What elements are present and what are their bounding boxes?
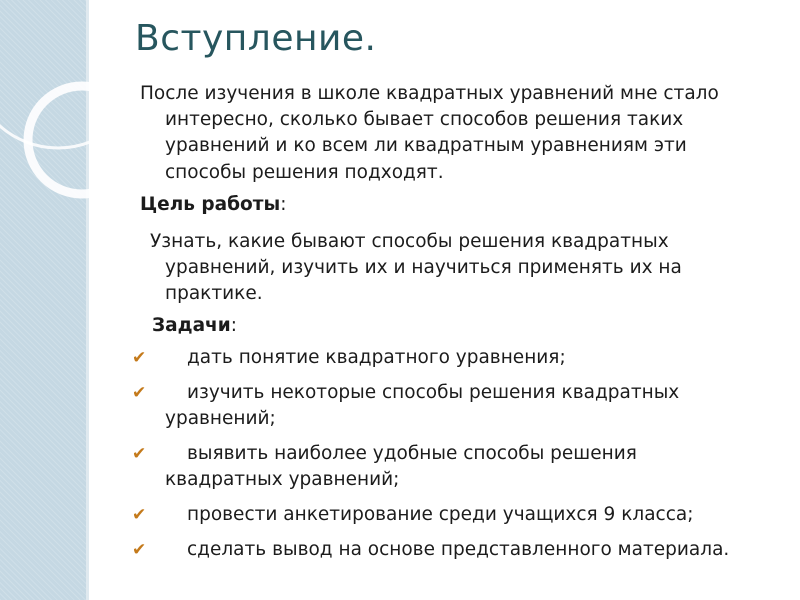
tasks-heading-colon: :: [230, 315, 237, 336]
goal-text-line: Узнать, какие бывают способы решения квадратных: [150, 231, 669, 252]
task-line: дать понятие квадратного уравнения;: [187, 347, 566, 368]
goal-text-line: практике.: [165, 283, 263, 304]
intro-line: интересно, сколько бывает способов решения таких: [165, 109, 684, 130]
checkmark-icon: ✔: [132, 444, 147, 464]
slide-title: Вступление.: [135, 18, 377, 59]
checkmark-icon: ✔: [132, 505, 147, 525]
goal-heading-label: Цель работы: [140, 194, 281, 215]
tasks-heading: [152, 313, 237, 339]
tasks-heading-label: Задачи: [152, 315, 231, 336]
task-line: квадратных уравнений;: [165, 469, 400, 490]
intro-line: После изучения в школе квадратных уравнений мне стало: [140, 83, 719, 104]
intro-line: способы решения подходят.: [165, 162, 444, 183]
intro-line: уравнений и ко всем ли квадратным уравнениям эти: [165, 135, 687, 156]
goal-text-line: уравнений, изучить их и научиться применять их на: [165, 257, 682, 278]
goal-heading-colon: :: [280, 194, 287, 215]
checkmark-icon: ✔: [132, 540, 147, 560]
task-line: изучить некоторые способы решения квадратных: [187, 382, 680, 403]
task-line: уравнений;: [165, 408, 276, 429]
task-line: выявить наиболее удобные способы решения: [187, 443, 637, 464]
small-circle-ring: [28, 86, 136, 194]
checkmark-icon: ✔: [132, 348, 147, 368]
task-line: провести анкетирование среди учащихся 9 класса;: [187, 504, 694, 525]
checkmark-icon: ✔: [132, 383, 147, 403]
large-circle-outline: [0, 0, 146, 148]
goal-heading: [140, 192, 286, 218]
task-line: сделать вывод на основе представленного материала.: [187, 539, 730, 560]
